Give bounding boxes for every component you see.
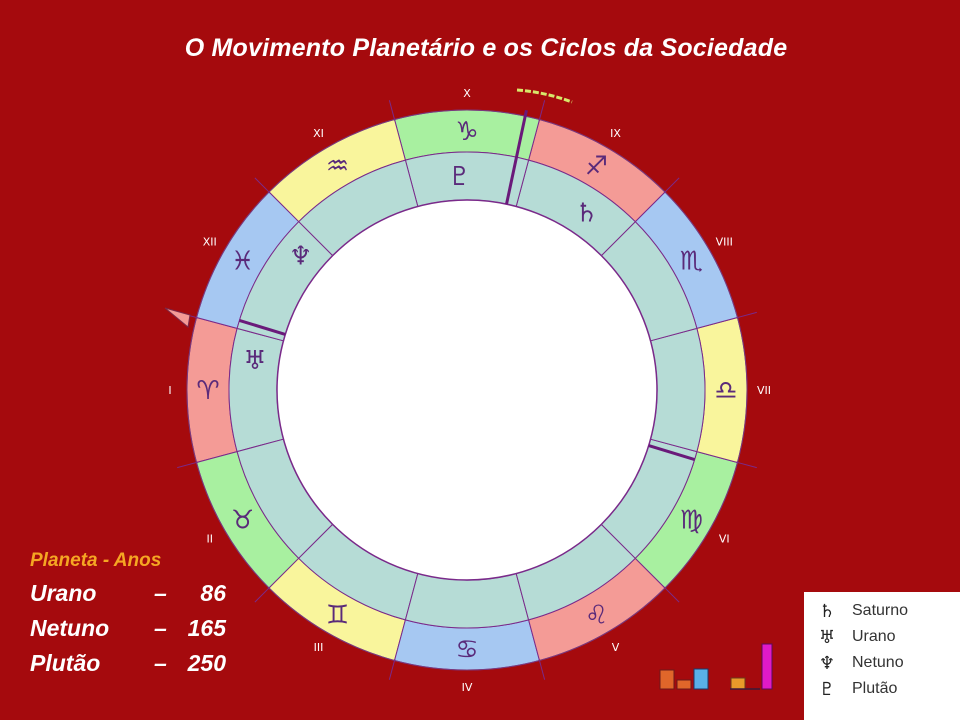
planet-name: Urano	[30, 580, 97, 606]
sign-glyph: ♑	[455, 117, 479, 147]
neptune-icon: ♆	[818, 652, 836, 674]
table-row	[30, 576, 226, 611]
sign-glyph: ♏	[679, 246, 703, 277]
sign-glyph: ♋	[455, 635, 479, 665]
house-numeral: VI	[718, 532, 730, 546]
dash: –	[154, 615, 167, 641]
house-numeral: XI	[313, 126, 324, 140]
sign-glyph: ♍	[679, 505, 703, 536]
house-numeral: III	[313, 641, 324, 655]
legend-label: Saturno	[852, 602, 909, 619]
planet-years: 250	[187, 650, 226, 676]
page-title: O Movimento Planetário e os Ciclos da Sociedade	[184, 34, 788, 62]
planet-glyph: ♄	[575, 198, 599, 229]
sign-glyph: ♓	[231, 246, 255, 277]
planet-years-table	[30, 550, 226, 681]
planet-glyph: ♆	[289, 241, 313, 272]
legend-label: Netuno	[852, 654, 904, 671]
sign-glyph: ♌	[584, 600, 609, 631]
legend-item-plutao	[816, 678, 897, 700]
dash: –	[154, 650, 167, 676]
legend-label: Plutão	[852, 680, 898, 697]
legend-label: Urano	[852, 628, 896, 645]
sign-glyph: ♎	[714, 376, 738, 406]
planet-years: 165	[187, 615, 226, 641]
house-numeral: XII	[202, 235, 217, 249]
house-numeral: VIII	[715, 235, 733, 249]
sign-glyph: ♒	[325, 151, 350, 182]
planet-glyph: ♅	[243, 346, 267, 377]
planet-years: 86	[200, 580, 226, 606]
table-row	[30, 611, 226, 646]
planet-glyph: ♇	[447, 162, 472, 193]
sign-glyph: ♈	[196, 376, 220, 406]
planet-legend	[804, 592, 960, 720]
sign-glyph: ♐	[584, 151, 609, 182]
pluto-icon: ♇	[818, 678, 836, 700]
table-row	[30, 646, 226, 681]
planet-name: Netuno	[30, 615, 110, 641]
table-header: Planeta - Anos	[30, 550, 162, 571]
bar-5	[762, 644, 772, 689]
house-numeral: VII	[756, 384, 772, 397]
house-numeral: V	[611, 641, 620, 655]
bar-2	[677, 680, 691, 689]
sign-glyph: ♉	[231, 505, 255, 536]
sign-glyph: ♊	[325, 600, 350, 631]
legend-item-saturno	[816, 600, 908, 622]
planet-name: Plutão	[30, 650, 101, 676]
saturn-icon: ♄	[818, 600, 836, 622]
house-numeral: X	[463, 87, 471, 100]
uranus-icon: ♅	[818, 626, 836, 648]
house-numeral: II	[206, 532, 214, 546]
dash: –	[154, 580, 167, 606]
bar-3	[694, 669, 708, 689]
house-numeral: I	[168, 384, 172, 397]
house-numeral: IX	[610, 126, 621, 140]
legend-item-netuno	[816, 652, 904, 674]
legend-item-urano	[816, 626, 896, 648]
house-numeral: IV	[461, 681, 473, 694]
bar-4	[731, 678, 745, 689]
bar-1	[660, 670, 674, 689]
